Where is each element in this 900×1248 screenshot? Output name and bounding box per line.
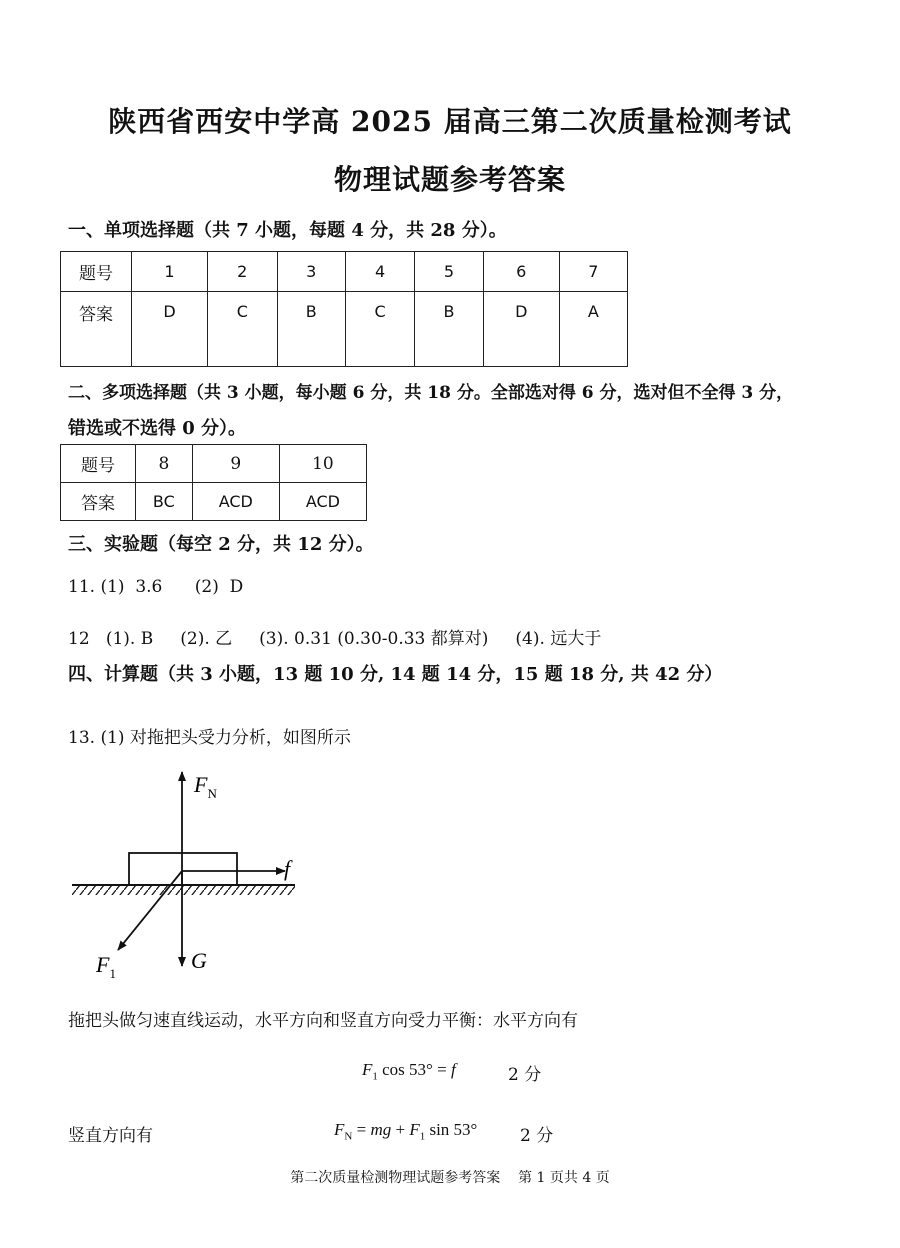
table-row [61,292,628,367]
table-row [61,252,628,292]
table-cell: 9 [192,445,279,483]
eq-symbol: F [334,1120,345,1139]
table-cell: 6 [483,252,559,292]
table-cell: D [483,292,559,367]
single-choice-table [60,251,628,367]
table-cell: B [277,292,345,367]
table-cell: A [559,292,627,367]
table-cell: 2 [208,252,277,292]
equation-horizontal [362,1060,456,1082]
row-label-question: 题号 [61,252,132,292]
eq1-score: 2 分 [508,1065,542,1085]
section2-heading-line1: 二、多项选择题（共 3 小题，每小题 6 分，共 18 分。全部选对得 6 分，选对但不全得 3 分， [68,383,794,403]
q13-intro: 13. (1) 对拖把头受力分析，如图所示 [68,728,351,748]
section3-heading: 三、实验题（每空 2 分，共 12 分）。 [68,534,374,555]
equation-vertical [334,1120,477,1142]
answer-q12: 12 (1). B (2). 乙 (3). 0.31 (0.30-0.33 都算对) (4). 远大于 [68,629,602,649]
eq-subscript: 1 [372,1070,378,1083]
table-cell: C [208,292,277,367]
table-cell: ACD [192,483,279,521]
section1-heading: 一、单项选择题（共 7 小题，每题 4 分，共 28 分）。 [68,220,507,241]
table-cell: ACD [279,483,366,521]
applied-force-arrow [118,871,182,950]
table-cell: BC [136,483,193,521]
eq-text: cos 53° = [377,1060,451,1079]
table-cell: 8 [136,445,193,483]
multiple-choice-table [60,444,367,521]
table-cell: 7 [559,252,627,292]
row-label-answer: 答案 [61,483,136,521]
label-friction: f [284,856,291,881]
eq2-score: 2 分 [520,1126,554,1146]
section4-heading: 四、计算题（共 3 小题，13 题 10 分, 14 题 14 分，15 题 18 分, 共 42 分） [68,664,723,685]
label-gravity: G [191,948,207,973]
table-row [61,445,367,483]
mop-head-block [129,853,237,885]
table-cell: 3 [277,252,345,292]
label-applied-force: $F_1$ [96,952,116,981]
row-label-question: 题号 [61,445,136,483]
vertical-direction-label: 竖直方向有 [68,1126,153,1146]
table-cell: 5 [415,252,483,292]
eq-symbol: F [362,1060,373,1079]
analysis-text: 拖把头做匀速直线运动，水平方向和竖直方向受力平衡：水平方向有 [68,1011,578,1031]
table-cell: C [345,292,414,367]
answer-q11: 11. (1) 3.6 (2) D [68,577,244,597]
label-normal-force: $F_N$ [194,772,217,801]
table-row [61,483,367,521]
doc-subtitle: 物理试题参考答案 [333,163,566,196]
page-footer: 第二次质量检测物理试题参考答案 第 1 页共 4 页 [290,1170,610,1186]
ground-hatch [72,886,295,895]
force-diagram [60,760,320,985]
table-cell: 4 [345,252,414,292]
table-cell: 1 [132,252,208,292]
eq-subscript: N [344,1130,353,1143]
eq-text: = [352,1120,371,1139]
eq-text: sin 53° [425,1120,478,1139]
eq-symbol: F [409,1120,420,1139]
eq-symbol: mg [370,1120,392,1139]
table-cell: D [132,292,208,367]
eq-text: + [391,1120,410,1139]
doc-title: 陕西省西安中学高 2025 届高三第二次质量检测考试 [108,105,792,138]
eq-subscript: 1 [419,1130,426,1143]
table-cell: 10 [279,445,366,483]
row-label-answer: 答案 [61,292,132,367]
table-cell: B [415,292,483,367]
eq-symbol: f [450,1060,456,1079]
section2-heading-line2: 错选或不选得 0 分）。 [68,418,247,439]
